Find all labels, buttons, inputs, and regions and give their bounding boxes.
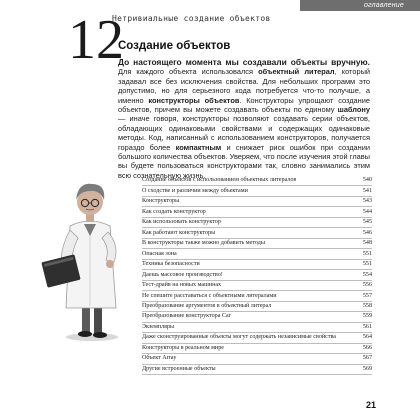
toc-row[interactable] (142, 291, 372, 301)
intro-text-5: и снижает риск ошибок при создании большого количества объектов. Уверяем, что после изучения этой главы вы будете пользоваться конструкторами так, словно занимались этим всю сознательную жизнь. (118, 142, 370, 180)
toc-entry-page: 557 (362, 292, 372, 299)
toc-entry-page: 559 (362, 313, 372, 320)
intro-paragraph (118, 58, 370, 180)
intro-bold-1: объектный литерал (258, 67, 335, 77)
toc-entry-title: Преобразование аргументов в объектный литерал (142, 303, 272, 309)
toc-entry-page: 567 (362, 355, 372, 362)
toc-entry-page: 554 (362, 271, 372, 278)
toc-entry-page: 551 (362, 250, 372, 257)
toc-row[interactable] (142, 365, 372, 375)
toc-entry-page: 544 (362, 208, 372, 215)
chapter-subtitle: Нетривиальные создание объектов (112, 14, 271, 23)
toc-row[interactable] (142, 344, 372, 354)
toc-row[interactable] (142, 228, 372, 238)
toc-row[interactable] (142, 333, 372, 343)
intro-text-2: , который задавал все без исключения свойства. Для небольших программ это допустимо, но для серьезного кода потребуется что-то получше, а именно (118, 67, 371, 105)
toc-row[interactable] (142, 239, 372, 249)
toc-row[interactable] (142, 270, 372, 280)
toc-entry-page: 540 (362, 177, 372, 184)
toc-entry-page: 556 (362, 282, 372, 289)
chapter-number: 12 (68, 9, 124, 71)
toc-entry-title: Техника безопасности (142, 261, 200, 268)
toc-row[interactable] (142, 176, 372, 186)
toc-entry-title: Тест-драйв на новых машинах (142, 282, 222, 289)
section-label: оглавление (363, 2, 404, 9)
toc-row[interactable] (142, 186, 372, 196)
toc-entry-title: Создание объектов с использованием объектных литералов (142, 177, 297, 184)
scientist-illustration (40, 174, 130, 344)
intro-bold-4: компактным (175, 142, 222, 152)
toc-row[interactable] (142, 323, 372, 333)
toc-entry-page: 561 (362, 323, 372, 330)
toc-row[interactable] (142, 281, 372, 291)
intro-bold-3: шаблону (337, 105, 370, 115)
toc-entry-page: 551 (362, 261, 372, 268)
toc-entry-page: 566 (362, 344, 372, 351)
intro-text-3: . Конструкторы упрощают создание объектов, причем вы можете создавать объекты по единому (118, 95, 370, 115)
toc-entry-page: 543 (362, 198, 372, 205)
toc-entry-title: Как работают конструкторы (142, 229, 216, 236)
toc-entry-title: Конструкторы (142, 198, 180, 205)
toc-entry-title: Как использовать конструктор (142, 219, 221, 226)
toc-entry-page: 558 (362, 303, 372, 309)
toc-entry-page: 564 (362, 334, 372, 341)
toc-entry-title: Объект Array (142, 355, 177, 362)
toc-entry-title: О сходстве и различии между объектами (142, 187, 248, 194)
toc-entry-page: 545 (362, 219, 372, 226)
toc-entry-title: Преобразование конструктора Car (142, 313, 231, 320)
toc-entry-title: Опасная зона (142, 250, 177, 257)
toc-entry-page: 569 (362, 365, 372, 372)
toc-entry-title: Даже сконструированные объекты могут содержать независимые свойства (142, 334, 336, 341)
intro-bold-2: конструкторы объектов (148, 95, 240, 105)
toc-row[interactable] (142, 302, 372, 312)
toc-row[interactable] (142, 207, 372, 217)
toc-row[interactable] (142, 260, 372, 270)
toc-entry-title: Другие встроенные объекты (142, 365, 216, 372)
toc-row[interactable] (142, 354, 372, 364)
toc-entry-title: Не спешите расставаться с объектными литералами (142, 292, 277, 299)
toc-entry-title: Даешь массовое производство! (142, 271, 223, 278)
toc-entry-title: Как создать конструктор (142, 208, 206, 215)
toc-entry-page: 548 (362, 240, 372, 247)
chapter-title: Создание объектов (118, 40, 231, 52)
toc-row[interactable] (142, 249, 372, 259)
page-number: 21 (365, 400, 376, 410)
toc-entry-page: 546 (362, 229, 372, 236)
toc-row[interactable] (142, 312, 372, 322)
toc-row[interactable] (142, 218, 372, 228)
table-of-contents (142, 176, 372, 375)
toc-entry-title: Конструкторы в реальном мире (142, 344, 224, 351)
intro-text-4: — иначе говоря, конструкторы позволяют создавать серии объектов, обладающих одинаковыми свойствами и содержащих одинаковые методы. Код, написанный с использованием конструкторов, получается гораздо более (118, 114, 370, 152)
toc-row[interactable] (142, 197, 372, 207)
toc-entry-title: Экземпляры (142, 323, 175, 330)
toc-entry-page: 541 (362, 187, 372, 194)
intro-lead: До настоящего момента мы создавали объекты вручную. (118, 57, 370, 67)
intro-text-1: Для каждого объекта использовался (118, 67, 259, 77)
header-bar (300, 0, 420, 11)
toc-entry-title: В конструкторы также можно добавить методы (142, 240, 265, 247)
